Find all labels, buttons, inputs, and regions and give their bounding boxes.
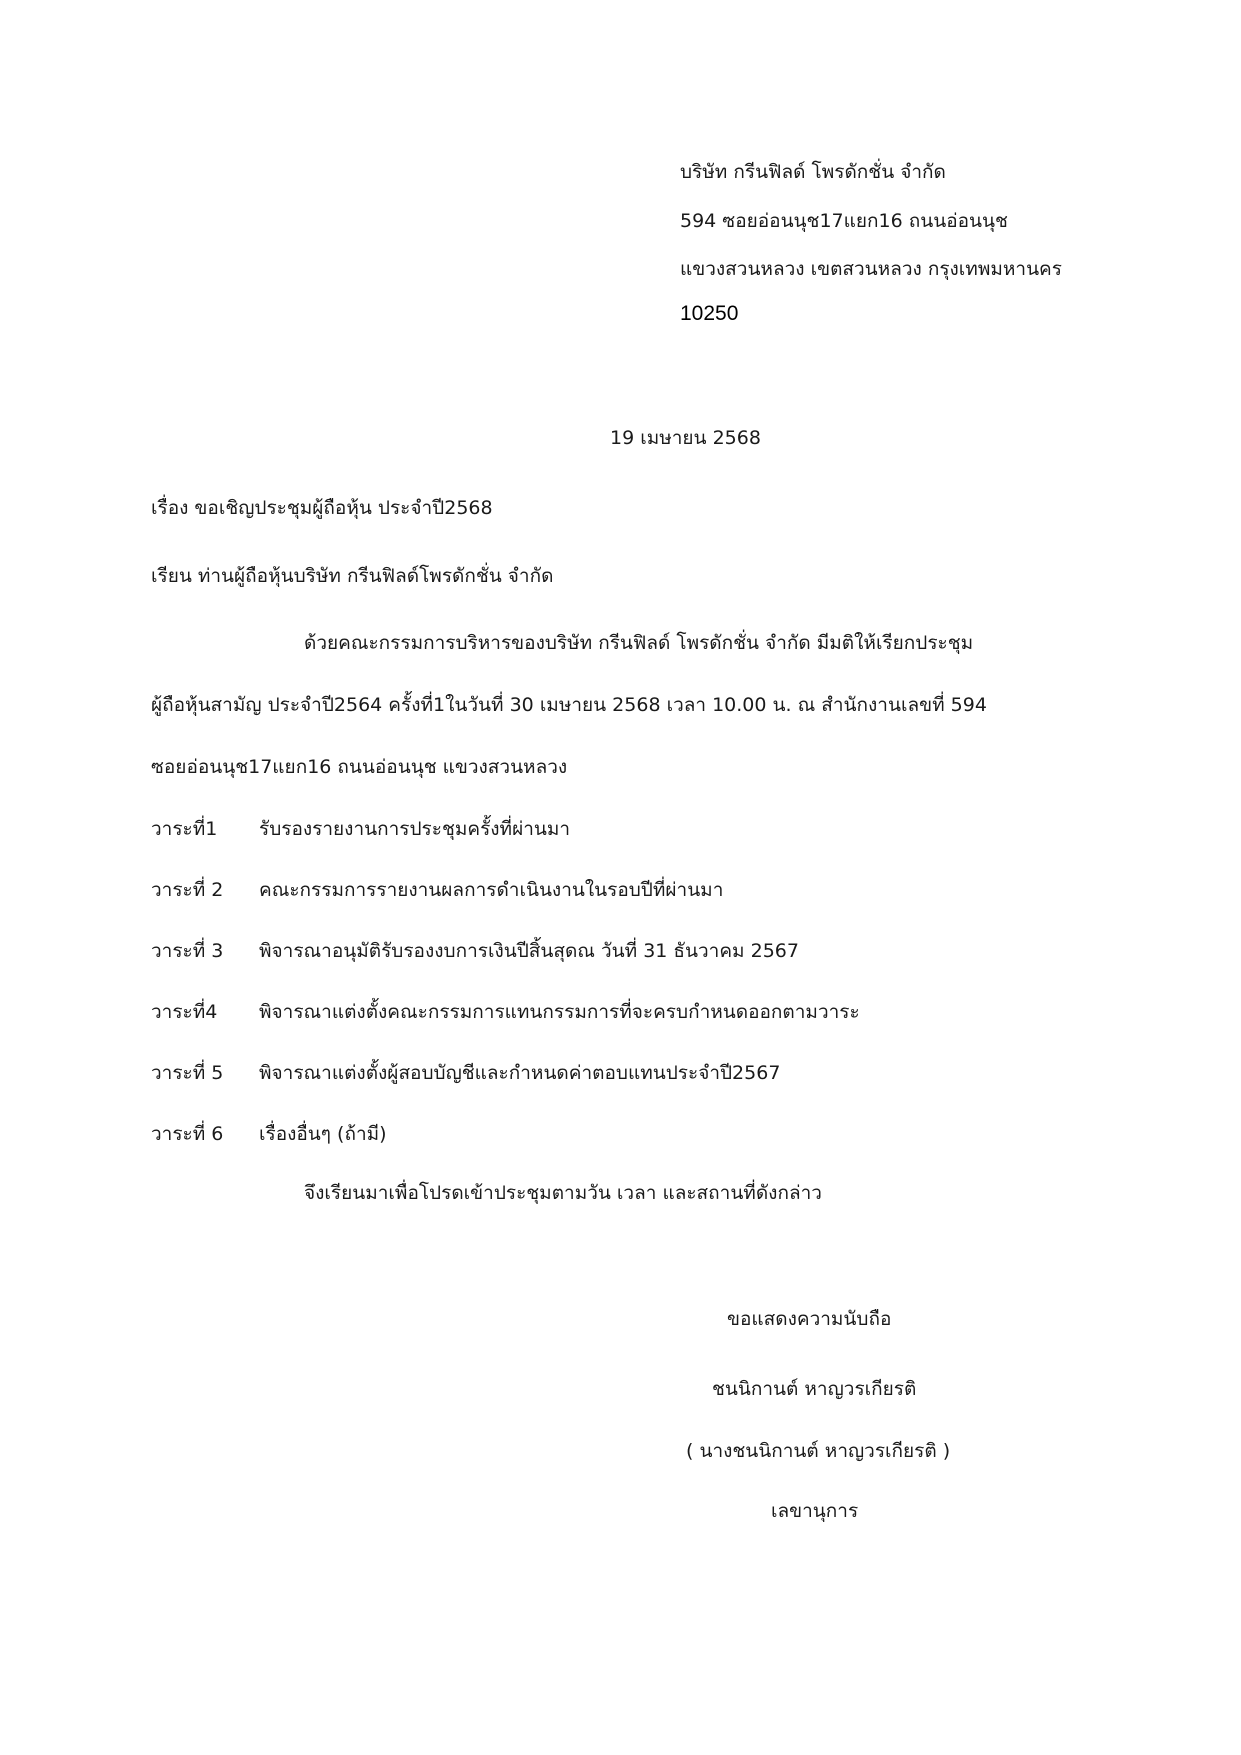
- letter-date: 19 เมษายน 2568: [610, 427, 761, 449]
- agenda-number: วาระที่4: [151, 1001, 218, 1023]
- agenda-number: วาระที่ 3: [151, 940, 224, 962]
- body-line-2: ผู้ถือหุ้นสามัญ ประจำปี2564 ครั้งที่1ในวันที่ 30 เมษายน 2568 เวลา 10.00 น. ณ สำนักงานเลขที่ 594: [151, 694, 987, 716]
- agenda-text: พิจารณาแต่งตั้งผู้สอบบัญชีและกำหนดค่าตอบแทนประจำปี2567: [259, 1062, 781, 1084]
- agenda-text: พิจารณาอนุมัติรับรองงบการเงินปีสิ้นสุดณ วันที่ 31 ธันวาคม 2567: [259, 940, 799, 962]
- closing-line: จึงเรียนมาเพื่อโปรดเข้าประชุมตามวัน เวลา และสถานที่ดังกล่าว: [304, 1182, 822, 1204]
- sender-address-line2: แขวงสวนหลวง เขตสวนหลวง กรุงเทพมหานคร: [680, 258, 1062, 280]
- agenda-text: พิจารณาแต่งตั้งคณะกรรมการแทนกรรมการที่จะครบกำหนดออกตามวาระ: [259, 1001, 860, 1023]
- agenda-number: วาระที่1: [151, 818, 218, 840]
- agenda-text: เรื่องอื่นๆ (ถ้ามี): [259, 1123, 387, 1145]
- signature-name: ชนนิกานต์ หาญวรเกียรติ: [712, 1378, 917, 1400]
- sender-address-line1: 594 ซอยอ่อนนุช17แยก16 ถนนอ่อนนุช: [680, 210, 1008, 232]
- sender-postcode: 10250: [680, 302, 739, 325]
- agenda-number: วาระที่ 5: [151, 1062, 224, 1084]
- body-line-1: ด้วยคณะกรรมการบริหารของบริษัท กรีนฟิลด์ โพรดักชั่น จำกัด มีมติให้เรียกประชุม: [304, 632, 974, 654]
- agenda-text: รับรองรายงานการประชุมครั้งที่ผ่านมา: [259, 818, 571, 840]
- signature-regards: ขอแสดงความนับถือ: [727, 1308, 892, 1330]
- letter-salutation: เรียน ท่านผู้ถือหุ้นบริษัท กรีนฟิลด์โพรดักชั่น จำกัด: [151, 565, 554, 587]
- letter-subject: เรื่อง ขอเชิญประชุมผู้ถือหุ้น ประจำปี2568: [151, 497, 493, 519]
- agenda-number: วาระที่ 2: [151, 879, 224, 901]
- agenda-number: วาระที่ 6: [151, 1123, 224, 1145]
- sender-company: บริษัท กรีนฟิลด์ โพรดักชั่น จำกัด: [680, 161, 946, 183]
- body-line-3: ซอยอ่อนนุช17แยก16 ถนนอ่อนนุช แขวงสวนหลวง: [151, 756, 568, 778]
- agenda-text: คณะกรรมการรายงานผลการดำเนินงานในรอบปีที่ผ่านมา: [259, 879, 724, 901]
- signature-position: เลขานุการ: [771, 1500, 859, 1522]
- signature-printed-name: ( นางชนนิกานต์ หาญวรเกียรติ ): [686, 1440, 951, 1462]
